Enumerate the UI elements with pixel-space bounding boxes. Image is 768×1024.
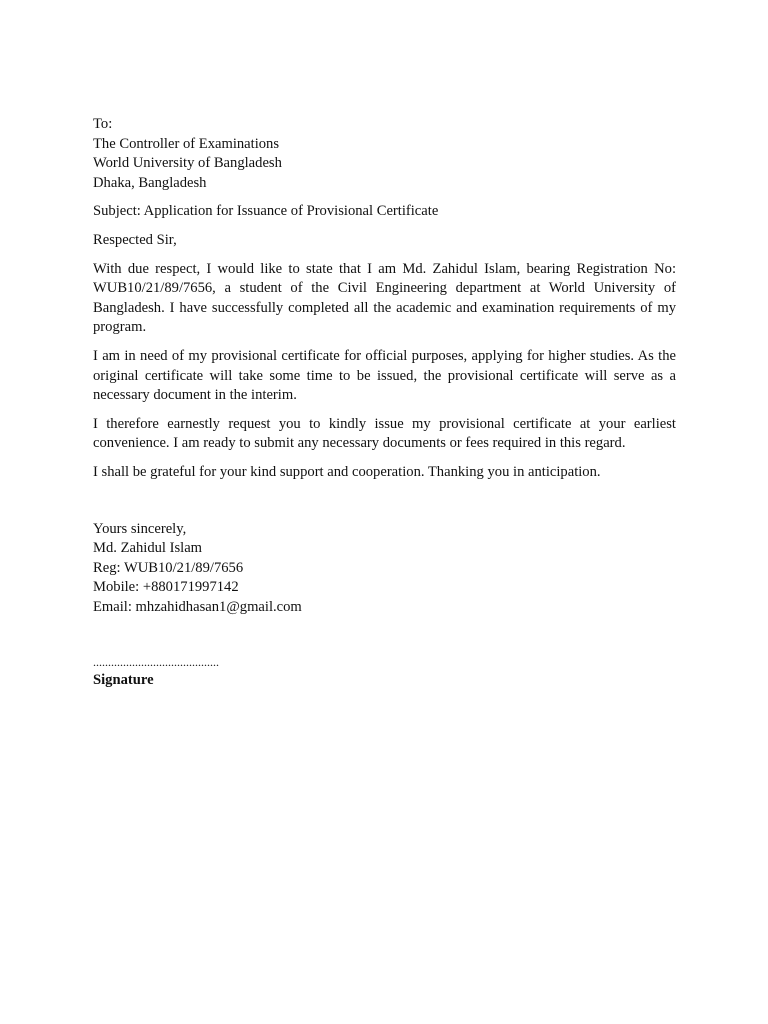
letter-body — [93, 115, 676, 690]
body-paragraph: I am in need of my provisional certificate for official purposes, applying for higher studies. As the original certificate will take some time to be issued, the provisional certificate will serve as a necessary document in the interim. — [93, 347, 676, 404]
body-paragraph: With due respect, I would like to state that I am Md. Zahidul Islam, bearing Registration No: WUB10/21/89/7656, a student of the Civil Engineering department at World University of Bangladesh. I have successfully completed all the academic and examination requirements of my program. — [93, 260, 676, 336]
sender-registration: Reg: WUB10/21/89/7656 — [93, 559, 244, 576]
sender-name: Md. Zahidul Islam — [93, 540, 203, 557]
signature-label: Signature — [93, 672, 154, 689]
signature-block — [93, 654, 676, 690]
recipient-line: The Controller of Examinations — [93, 135, 280, 152]
sender-mobile: Mobile: +880171997142 — [93, 579, 239, 596]
salutation: Respected Sir, — [93, 231, 177, 248]
recipient-line: Dhaka, Bangladesh — [93, 174, 207, 191]
signature-line: .......................................... — [93, 655, 219, 670]
sender-email: Email: mhzahidhasan1@gmail.com — [93, 598, 302, 615]
recipient-line: World University of Bangladesh — [93, 155, 282, 172]
body-paragraph: I shall be grateful for your kind support and cooperation. Thanking you in anticipation. — [93, 463, 601, 480]
subject-line: Subject: Application for Issuance of Provisional Certificate — [93, 203, 439, 220]
recipient-block — [93, 115, 676, 193]
closing-block — [93, 520, 676, 618]
body-paragraph: I therefore earnestly request you to kindly issue my provisional certificate at your earliest convenience. I am ready to submit any necessary documents or fees required in this regard. — [93, 415, 676, 452]
closing-line: Yours sincerely, — [93, 520, 187, 537]
recipient-line: To: — [93, 116, 113, 132]
